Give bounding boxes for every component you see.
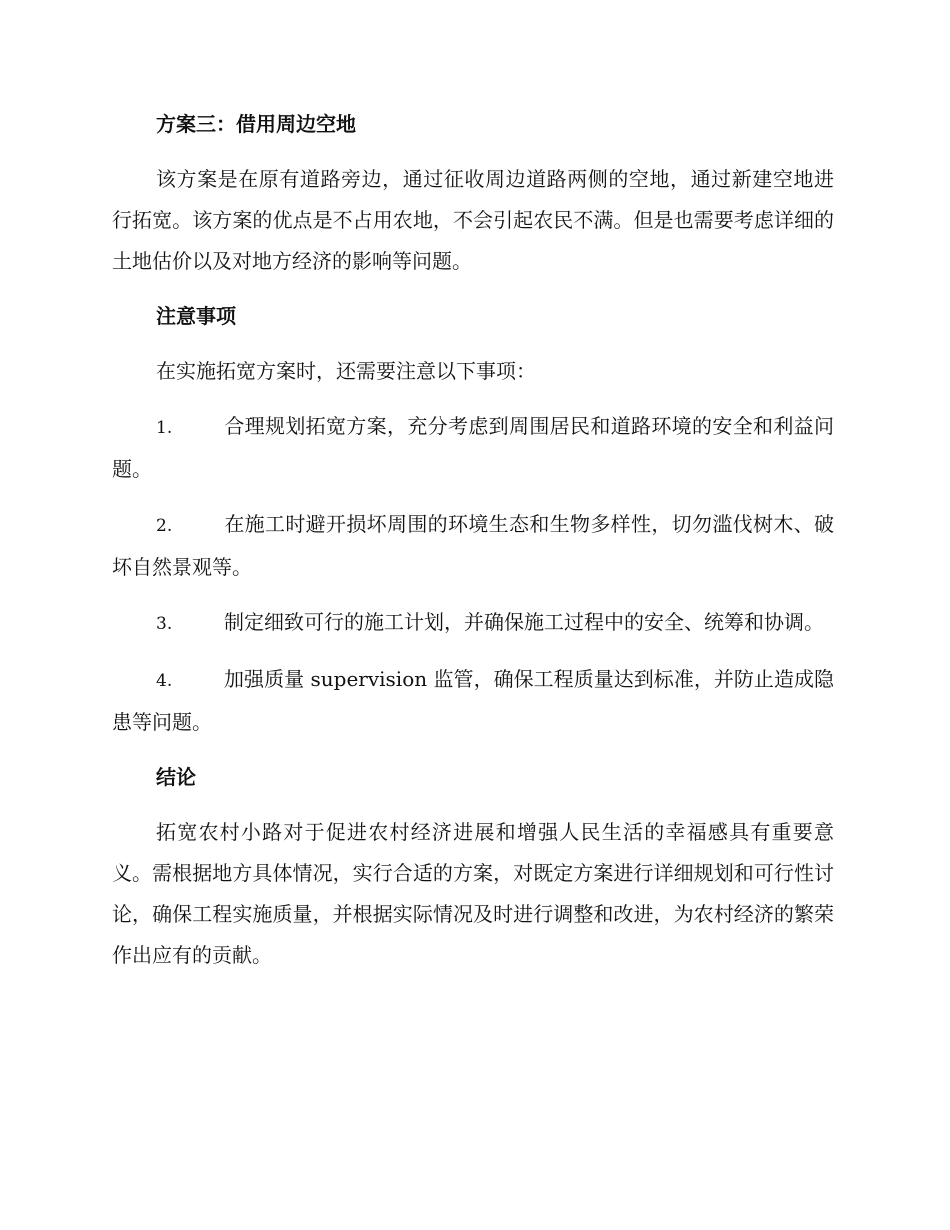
list-item [112,504,834,588]
list-item-text: 在施工时避开损坏周围的环境生态和生物多样性，切勿滥伐树木、破坏自然景观等。 [112,512,834,579]
list-item [112,659,834,743]
list-item-number: 3. [156,614,173,634]
document-page [112,104,834,990]
section3-body: 该方案是在原有道路旁边，通过征收周边道路两侧的空地，通过新建空地进行拓宽。该方案的优点是不占用农地，不会引起农民不满。但是也需要考虑详细的土地估价以及对地方经济的影响等问题。 [112,167,834,273]
list-item-text: 加强质量 supervision 监管，确保工程质量达到标准，并防止造成隐患等问题。 [112,667,834,734]
list-item-text: 合理规划拓宽方案，充分考虑到周围居民和道路环境的安全和利益问题。 [112,414,834,481]
list-item [112,406,834,490]
notes-heading: 注意事项 [156,304,236,328]
conclusion-heading: 结论 [156,765,196,789]
section3-heading: 方案三：借用周边空地 [156,112,356,136]
list-item-number: 2. [156,516,173,536]
conclusion-body: 拓宽农村小路对于促进农村经济进展和增强人民生活的幸福感具有重要意义。需根据地方具体情况，实行合适的方案，对既定方案进行详细规划和可行性讨论，确保工程实施质量，并根据实际情况及时进行调整和改进，为农村经济的繁荣作出应有的贡献。 [112,820,834,967]
list-item [112,602,834,645]
list-item-number: 1. [156,418,173,438]
list-item-number: 4. [156,671,173,691]
notes-intro: 在实施拓宽方案时，还需要注意以下事项： [156,359,536,383]
list-item-text: 制定细致可行的施工计划，并确保施工过程中的安全、统筹和协调。 [224,610,824,634]
